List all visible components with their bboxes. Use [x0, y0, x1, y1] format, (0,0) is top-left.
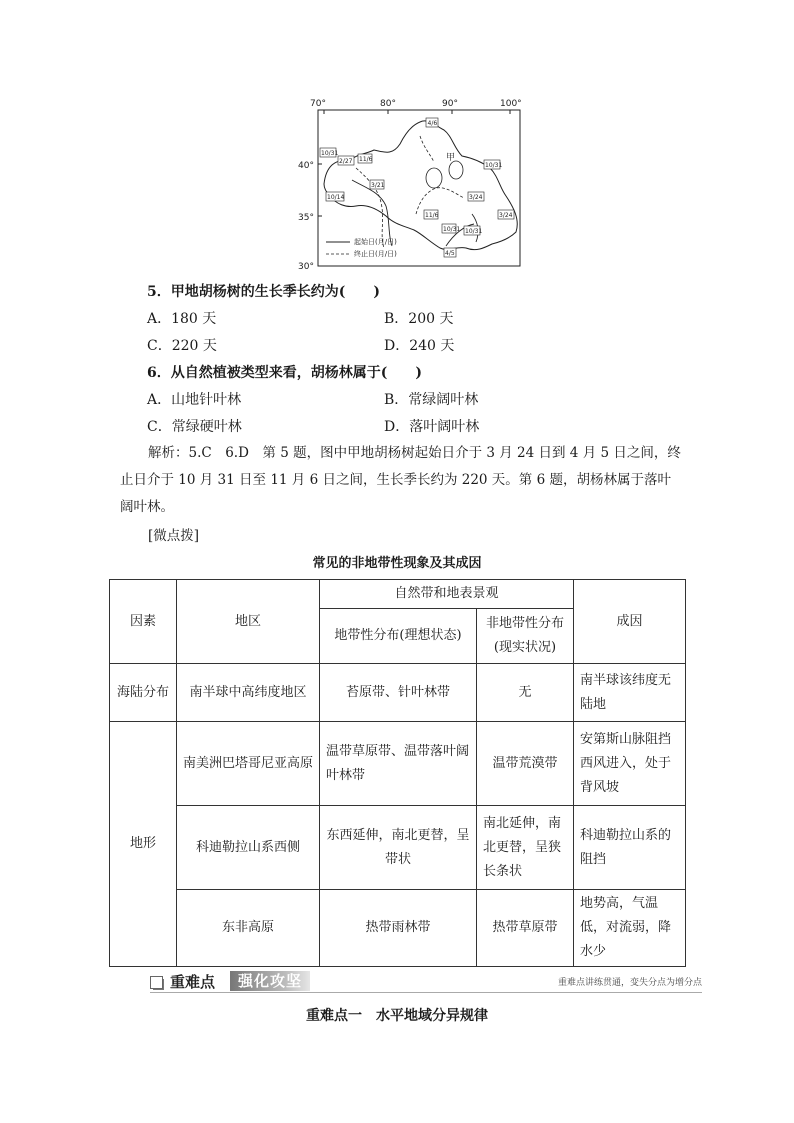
banner-highlight: 强化攻坚 [230, 971, 310, 991]
lon-label: 90° [442, 99, 458, 109]
row-factor: 海陆分布 [110, 664, 177, 722]
legend-end-label: 终止日(月/日) [354, 250, 397, 258]
q5-option-d: D．240 天 [384, 338, 455, 354]
station-label: 3/21 [371, 182, 385, 189]
lon-label: 80° [380, 99, 396, 109]
station-label: 10/31 [485, 162, 503, 169]
row-region: 南半球中高纬度地区 [177, 664, 320, 722]
header-region: 地区 [177, 580, 320, 664]
table-header-row [110, 580, 686, 609]
station-label: 10/31 [465, 228, 483, 235]
station-label: 2/27 [339, 158, 353, 165]
row-zonal: 东西延伸，南北更替，呈带状 [320, 806, 477, 890]
station-label: 10/31 [443, 226, 461, 233]
lon-label: 100° [500, 99, 522, 109]
station-label: 4/6 [427, 120, 438, 127]
row-zonal: 苔原带、针叶林带 [320, 664, 477, 722]
q5-option-c: C．220 天 [147, 338, 217, 354]
legend-start-label: 起始日(月/日) [354, 238, 397, 246]
row-cause: 南半球该纬度无陆地 [574, 664, 686, 722]
row-region: 南美洲巴塔哥尼亚高原 [177, 722, 320, 806]
map-svg [296, 96, 528, 272]
table-row [110, 722, 686, 806]
banner-divider [150, 992, 702, 993]
map-figure [296, 96, 528, 272]
row-azonal: 无 [477, 664, 574, 722]
table-row [110, 890, 686, 967]
q5-option-b: B．200 天 [384, 311, 454, 327]
q6-option-c: C．常绿硬叶林 [147, 419, 242, 435]
station-label: 11/6 [425, 212, 439, 219]
jia-label: 甲 [446, 153, 456, 163]
station-label: 11/6 [359, 156, 373, 163]
table-title: 常见的非地带性现象及其成因 [312, 556, 482, 571]
station-label: 10/14 [327, 194, 345, 201]
banner-label: 重难点 [170, 973, 216, 991]
table-row [110, 806, 686, 890]
q6-option-b: B．常绿阔叶林 [384, 392, 479, 408]
station-label: 10/31 [321, 150, 339, 157]
banner-note: 重难点讲练贯通，变失分点为增分点 [557, 978, 702, 988]
table-row [110, 664, 686, 722]
station-label: 4/5 [445, 250, 455, 257]
q6-option-d: D．落叶阔叶林 [384, 419, 480, 435]
q6-option-a: A．山地针叶林 [147, 392, 242, 408]
question-5: 5．甲地胡杨树的生长季长约为( ) [147, 284, 380, 300]
section-banner [150, 970, 702, 994]
lat-label: 40° [298, 161, 314, 171]
lat-label: 35° [298, 213, 314, 223]
row-cause: 科迪勒拉山系的阻挡 [574, 806, 686, 890]
lat-label: 30° [298, 262, 314, 272]
row-cause: 地势高，气温低，对流弱，降水少 [574, 890, 686, 967]
header-cause: 成因 [574, 580, 686, 664]
tip-label: [微点拨] [148, 528, 200, 544]
row-cause: 安第斯山脉阻挡西风进入，处于背风坡 [574, 722, 686, 806]
row-zonal: 温带草原带、温带落叶阔叶林带 [320, 722, 477, 806]
header-factor: 因素 [110, 580, 177, 664]
row-azonal: 热带草原带 [477, 890, 574, 967]
station-label: 3/24 [499, 212, 513, 219]
row-azonal: 温带荒漠带 [477, 722, 574, 806]
row-region: 科迪勒拉山系西侧 [177, 806, 320, 890]
row-region: 东非高原 [177, 890, 320, 967]
header-group: 自然带和地表景观 [320, 580, 574, 609]
phenomena-table [109, 579, 686, 967]
row-zonal: 热带雨林带 [320, 890, 477, 967]
analysis-paragraph: 解析：5.C 6.D 第 5 题，图中甲地胡杨树起始日介于 3 月 24 日到 4 月 5 日之间，终止日介于 10 月 31 日至 11 月 6 日之间，生长季长约为 220 天。第 6 题，胡杨林属于落叶阔叶林。 [120, 445, 681, 515]
header-zonal: 地带性分布(理想状态) [320, 609, 477, 664]
row-factor: 地形 [110, 722, 177, 967]
station-label: 3/24 [469, 194, 483, 201]
header-azonal: 非地带性分布(现实状况) [477, 609, 574, 664]
q5-option-a: A．180 天 [147, 311, 217, 327]
question-6: 6．从自然植被类型来看，胡杨林属于( ) [147, 365, 422, 381]
banner-square-outline-icon [150, 976, 163, 989]
station-labels [320, 118, 514, 257]
row-azonal: 南北延伸，南北更替，呈狭长条状 [477, 806, 574, 890]
region-outline [324, 121, 517, 250]
section-heading: 重难点一 水平地域分异规律 [306, 1008, 488, 1024]
lon-label: 70° [310, 99, 326, 109]
